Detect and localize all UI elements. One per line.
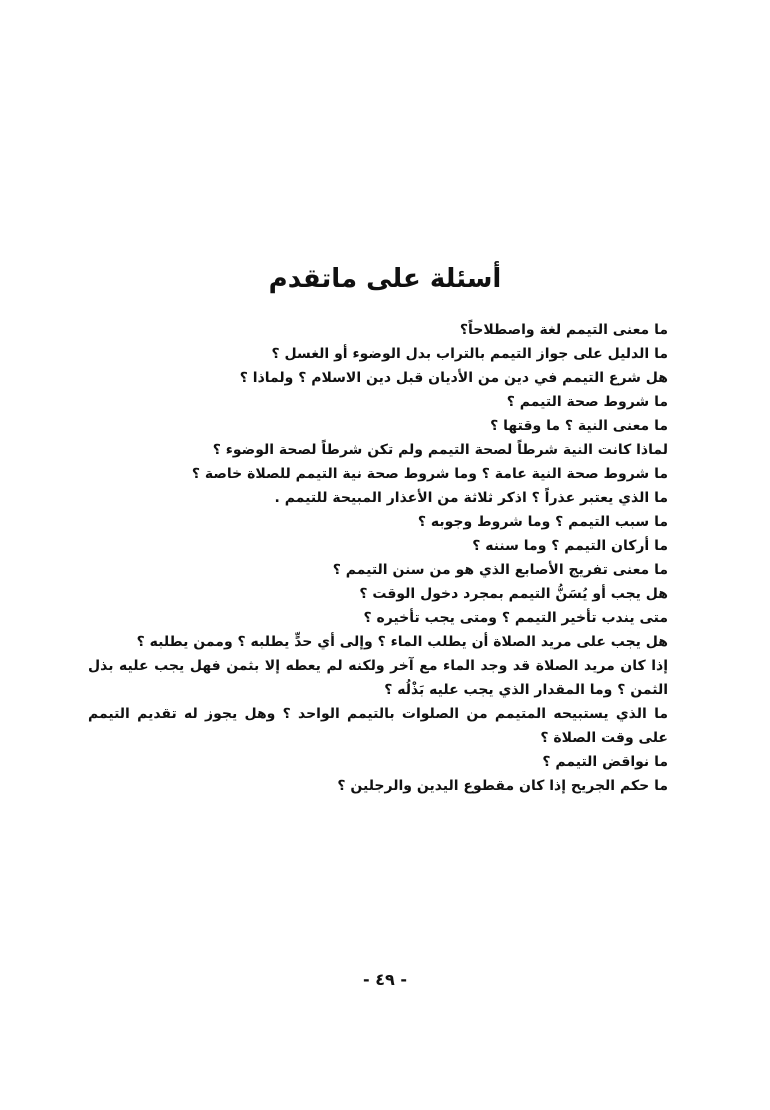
- question-item: ما نواقض التيمم ؟: [542, 754, 668, 770]
- question-item: إذا كان مريد الصلاة قد وجد الماء مع آخر ولكنه لم يعطه إلا بثمن فهل يجب عليه بذل الثمن ؟ وما المقدار الذي يجب عليه بَذْلُه ؟: [88, 658, 668, 698]
- page-title: أسئلة على ماتقدم: [268, 264, 502, 294]
- page-number: - ٤٩ -: [363, 970, 407, 989]
- question-item: لماذا كانت النية شرطاً لصحة التيمم ولم تكن شرطاً لصحة الوضوء ؟: [212, 442, 668, 458]
- question-item: ما أركان التيمم ؟ وما سننه ؟: [472, 538, 668, 554]
- question-item: ما سبب التيمم ؟ وما شروط وجوبه ؟: [417, 514, 668, 530]
- question-item: متى يندب تأخير التيمم ؟ ومتى يجب تأخيره ؟: [363, 610, 668, 626]
- question-item: ما معنى تفريج الأصابع الذي هو من سنن التيمم ؟: [332, 562, 668, 578]
- question-item: هل يجب أو يُسَنُّ التيمم بمجرد دخول الوقت ؟: [359, 586, 668, 602]
- question-item: ما الذي يستبيحه المتيمم من الصلوات بالتيمم الواحد ؟ وهل يجوز له تقديم التيمم على وقت الصلاة ؟: [88, 706, 668, 746]
- question-list: [88, 318, 668, 798]
- question-item: ما الدليل على جواز التيمم بالتراب بدل الوضوء أو الغسل ؟: [271, 346, 668, 362]
- question-item: ما شروط صحة التيمم ؟: [506, 394, 668, 410]
- question-item: ما معنى التيمم لغة واصطلاحاً؟: [459, 322, 668, 338]
- question-item: ما الذي يعتبر عذراً ؟ اذكر ثلاثة من الأعذار المبيحة للتيمم .: [274, 490, 668, 506]
- question-item: هل يجب على مريد الصلاة أن يطلب الماء ؟ وإلى أي حدٍّ يطلبه ؟ وممن يطلبه ؟: [136, 634, 668, 650]
- question-item: هل شرع التيمم في دين من الأديان قبل دين الاسلام ؟ ولماذا ؟: [239, 370, 668, 386]
- question-item: ما شروط صحة النية عامة ؟ وما شروط صحة نية التيمم للصلاة خاصة ؟: [191, 466, 668, 482]
- question-item: ما حكم الجريح إذا كان مقطوع اليدين والرجلين ؟: [337, 778, 668, 794]
- question-item: ما معنى النية ؟ ما وقتها ؟: [490, 418, 668, 434]
